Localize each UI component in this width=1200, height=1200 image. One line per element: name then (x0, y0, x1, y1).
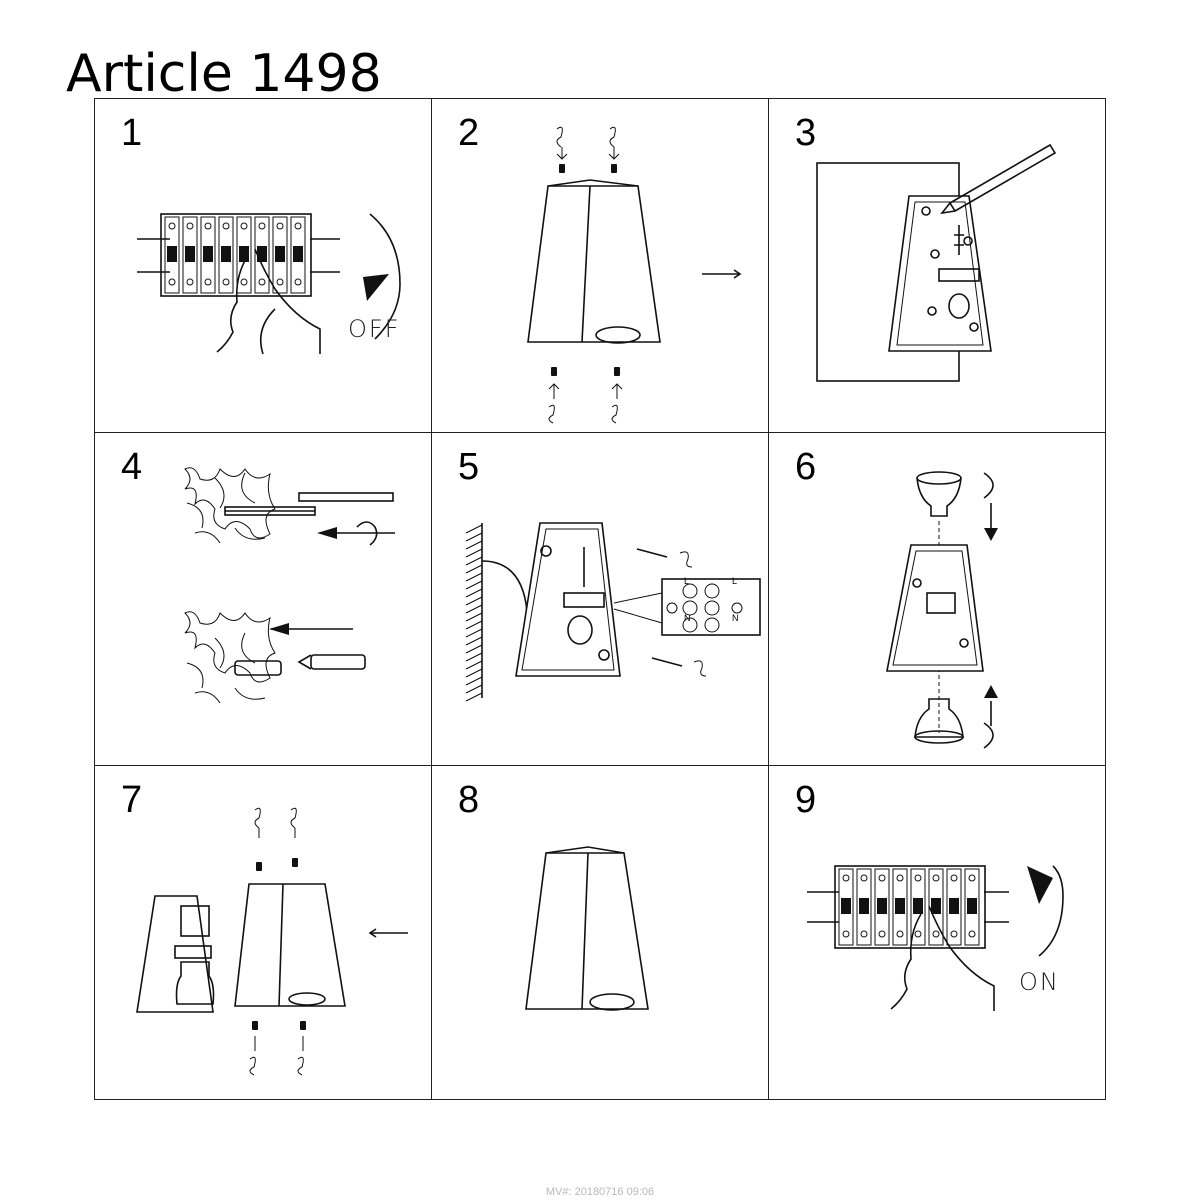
drill-wall-illustration (95, 433, 432, 767)
step-6-panel (769, 433, 1106, 767)
step-number: 8 (458, 779, 480, 822)
finished-lamp-illustration (432, 766, 769, 1100)
step-number: 5 (458, 445, 480, 488)
neutral-label-left: N (684, 612, 691, 623)
step-4-panel (95, 433, 432, 767)
remove-cover-illustration (432, 99, 769, 433)
on-label: ON (1019, 968, 1060, 997)
step-5-panel (432, 433, 769, 767)
step-9-panel (769, 766, 1106, 1100)
insert-bulb-illustration (769, 433, 1106, 767)
neutral-label-right: N (732, 612, 739, 623)
breaker-off-illustration (95, 99, 432, 433)
breaker-on-illustration (769, 766, 1106, 1100)
live-label-right: L (732, 575, 738, 586)
step-number: 4 (121, 445, 143, 488)
step-7-panel (95, 766, 432, 1100)
step-2-panel (432, 99, 769, 433)
step-3-panel (769, 99, 1106, 433)
step-number: 3 (795, 112, 817, 154)
page-title: Article 1498 (66, 44, 382, 104)
mark-holes-illustration (769, 99, 1106, 433)
step-1-panel (95, 99, 432, 433)
step-number: 7 (121, 779, 143, 822)
live-label-left: L (684, 575, 690, 586)
footer-version: MV#: 20180716 09:06 (545, 1186, 655, 1198)
step-number: 9 (795, 779, 817, 822)
attach-cover-illustration (95, 766, 432, 1100)
step-number: 1 (121, 112, 143, 154)
instruction-grid (94, 98, 1106, 1100)
wiring-illustration (432, 433, 769, 767)
step-number: 6 (795, 445, 817, 488)
step-number: 2 (458, 112, 480, 154)
off-label: OFF (348, 315, 401, 343)
step-8-panel (432, 766, 769, 1100)
